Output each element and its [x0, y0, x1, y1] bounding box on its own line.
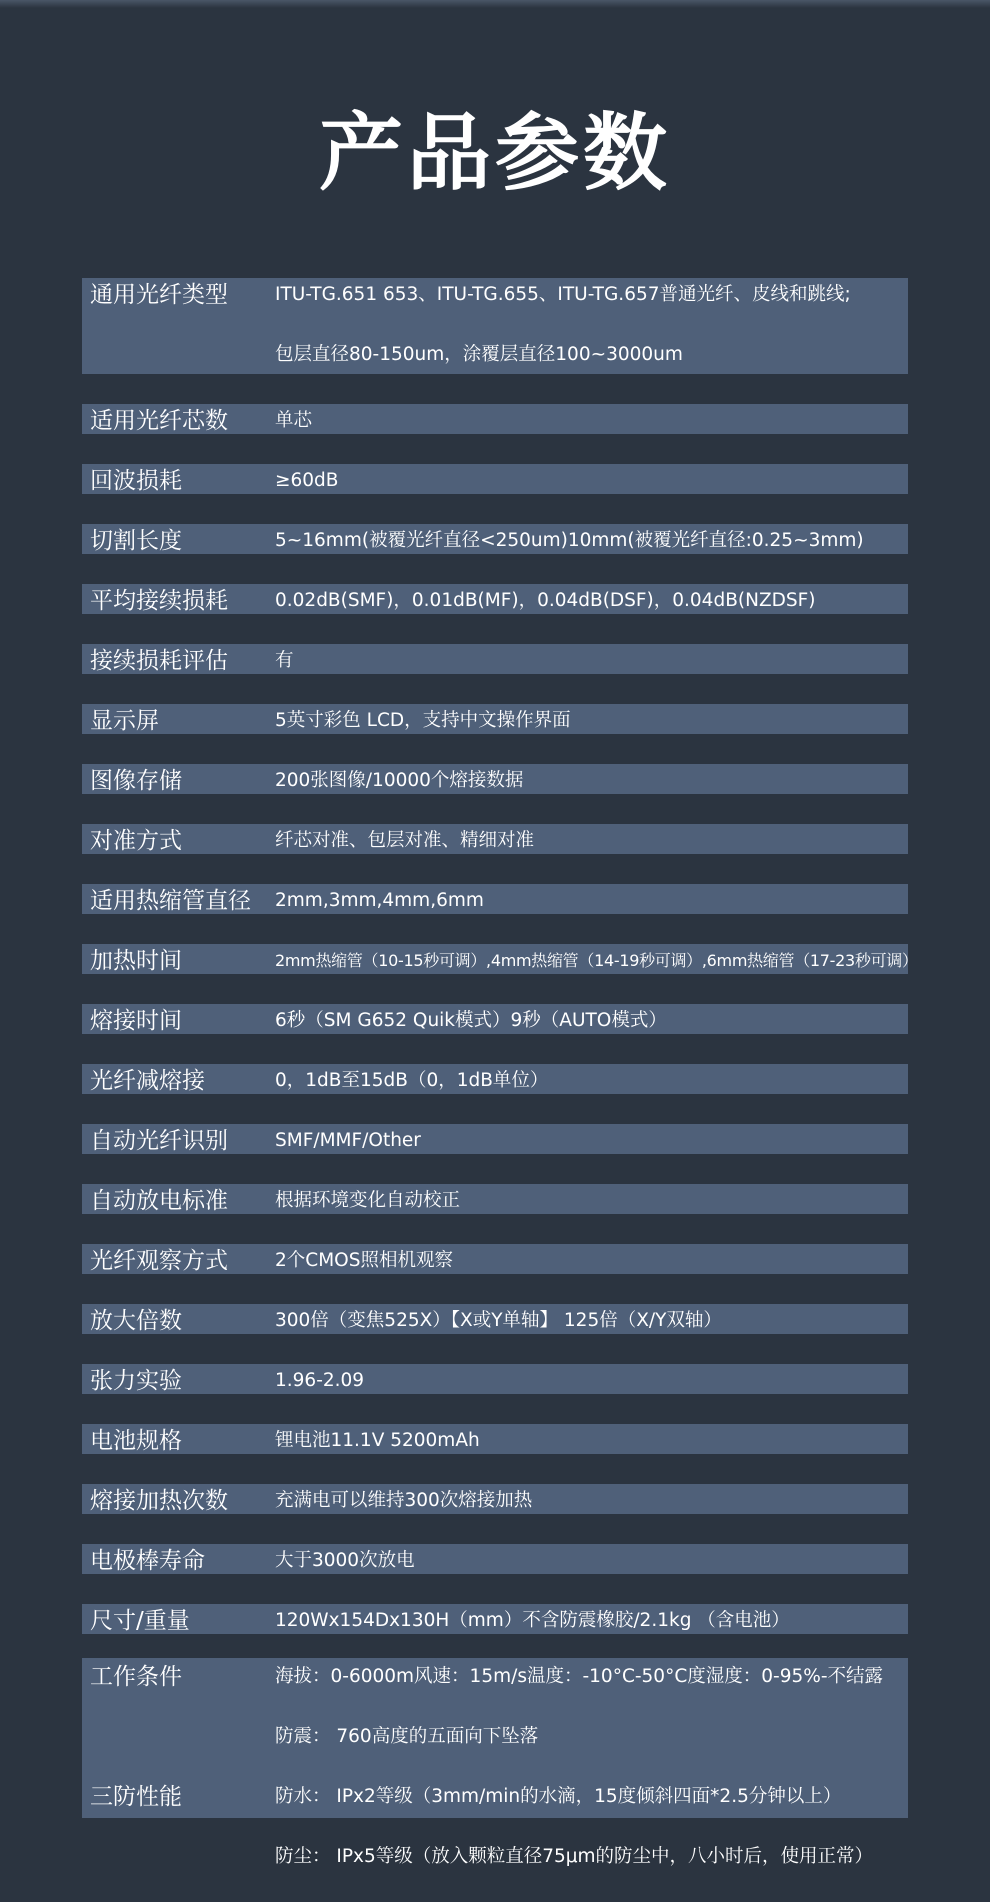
- spec-row: [82, 1004, 908, 1034]
- spec-value: 2mm热缩管（10-15秒可调）,4mm热缩管（14-19秒可调）,6mm热缩管（17-23秒可调）: [275, 951, 918, 970]
- spec-value: 200张图像/10000个熔接数据: [275, 770, 524, 791]
- spec-value: SMF/MMF/Other: [275, 1130, 421, 1151]
- spec-row: [82, 1184, 908, 1214]
- spec-label: 图像存储: [90, 768, 182, 794]
- spec-value: 单芯: [275, 410, 313, 431]
- spec-label: 自动放电标准: [90, 1188, 228, 1214]
- spec-value: 120Wx154Dx130H（mm）不含防震橡胶/2.1kg （含电池）: [275, 1610, 790, 1631]
- spec-label: 尺寸/重量: [90, 1608, 190, 1634]
- spec-label: 加热时间: [90, 948, 182, 974]
- spec-row: [82, 1124, 908, 1154]
- spec-row: [82, 524, 908, 554]
- spec-row: [82, 944, 918, 974]
- spec-label: 对准方式: [90, 828, 182, 854]
- spec-label: 电极棒寿命: [90, 1548, 205, 1574]
- protection-label: 三防性能: [90, 1784, 182, 1810]
- spec-value-line2: 包层直径80-150um，涂覆层直径100~3000um: [275, 344, 683, 365]
- spec-row: [82, 1064, 908, 1094]
- spec-row: [82, 1424, 908, 1454]
- spec-row: [82, 1304, 908, 1334]
- spec-value: 5英寸彩色 LCD，支持中文操作界面: [275, 710, 571, 731]
- spec-label: 熔接时间: [90, 1008, 182, 1034]
- spec-label: 光纤观察方式: [90, 1248, 228, 1274]
- spec-row: [82, 1244, 908, 1274]
- spec-label: 适用光纤芯数: [90, 408, 228, 434]
- spec-row: [82, 824, 908, 854]
- spec-value: 充满电可以维持300次熔接加热: [275, 1490, 533, 1511]
- page-title: 产品参数: [318, 104, 671, 202]
- working-value: 海拔：0-6000m风速：15m/s温度：-10°C-50°C度湿度：0-95%-不结露: [275, 1666, 883, 1687]
- spec-row: [82, 1604, 908, 1634]
- water-value: 防水： IPx2等级（3mm/min的水滴，15度倾斜四面*2.5分钟以上）: [275, 1786, 842, 1807]
- spec-value: 300倍（变焦525X）【X或Y单轴】 125倍（X/Y双轴）: [275, 1310, 722, 1331]
- spec-row: [82, 404, 908, 434]
- spec-label: 自动光纤识别: [90, 1128, 228, 1154]
- working-label: 工作条件: [90, 1664, 182, 1690]
- spec-label: 通用光纤类型: [90, 282, 228, 308]
- spec-row: [82, 584, 908, 614]
- spec-row: [82, 1544, 908, 1574]
- spec-label: 熔接加热次数: [90, 1488, 228, 1514]
- spec-label: 张力实验: [90, 1368, 182, 1394]
- spec-row: [82, 1364, 908, 1394]
- spec-value: 2个CMOS照相机观察: [275, 1250, 453, 1271]
- spec-row: [82, 278, 908, 374]
- spec-label: 切割长度: [90, 528, 182, 554]
- spec-row: [82, 884, 908, 914]
- spec-table: [82, 278, 918, 1664]
- spec-value: 0，1dB至15dB（0，1dB单位）: [275, 1070, 549, 1091]
- spec-value: 大于3000次放电: [275, 1550, 415, 1571]
- dust-value: 防尘： IPx5等级（放入颗粒直径75μm的防尘中，八小时后，使用正常）: [275, 1846, 874, 1867]
- spec-row: [82, 644, 908, 674]
- spec-value: 纤芯对准、包层对准、精细对准: [275, 830, 535, 851]
- spec-value: 锂电池11.1V 5200mAh: [275, 1430, 480, 1451]
- spec-value: 1.96-2.09: [275, 1370, 365, 1391]
- spec-label: 接续损耗评估: [90, 648, 228, 674]
- spec-value: 5~16mm(被覆光纤直径<250um)10mm(被覆光纤直径:0.25~3mm): [275, 530, 864, 551]
- spec-value: ITU-TG.651 653、ITU-TG.655、ITU-TG.657普通光纤、皮线和跳线;: [275, 284, 851, 305]
- spec-label: 适用热缩管直径: [90, 888, 251, 914]
- shock-value: 防震： 760高度的五面向下坠落: [275, 1726, 539, 1747]
- spec-label: 回波损耗: [90, 468, 182, 494]
- spec-value: 6秒（SM G652 Quik模式）9秒（AUTO模式）: [275, 1010, 667, 1031]
- spec-row: [82, 764, 908, 794]
- spec-value: 根据环境变化自动校正: [275, 1190, 461, 1211]
- spec-row: [82, 464, 908, 494]
- spec-value: 有: [275, 650, 294, 671]
- spec-label: 光纤减熔接: [90, 1068, 205, 1094]
- spec-value: 2mm,3mm,4mm,6mm: [275, 890, 484, 911]
- spec-label: 平均接续损耗: [90, 588, 228, 614]
- spec-label: 显示屏: [90, 708, 159, 734]
- top-strip: [0, 0, 990, 8]
- spec-value: 0.02dB(SMF)，0.01dB(MF)，0.04dB(DSF)，0.04dB(NZDSF): [275, 590, 816, 611]
- spec-row: [82, 1484, 908, 1514]
- spec-row: [82, 704, 908, 734]
- spec-value: ≥60dB: [275, 470, 339, 491]
- spec-label: 电池规格: [90, 1428, 182, 1454]
- spec-label: 放大倍数: [90, 1308, 182, 1334]
